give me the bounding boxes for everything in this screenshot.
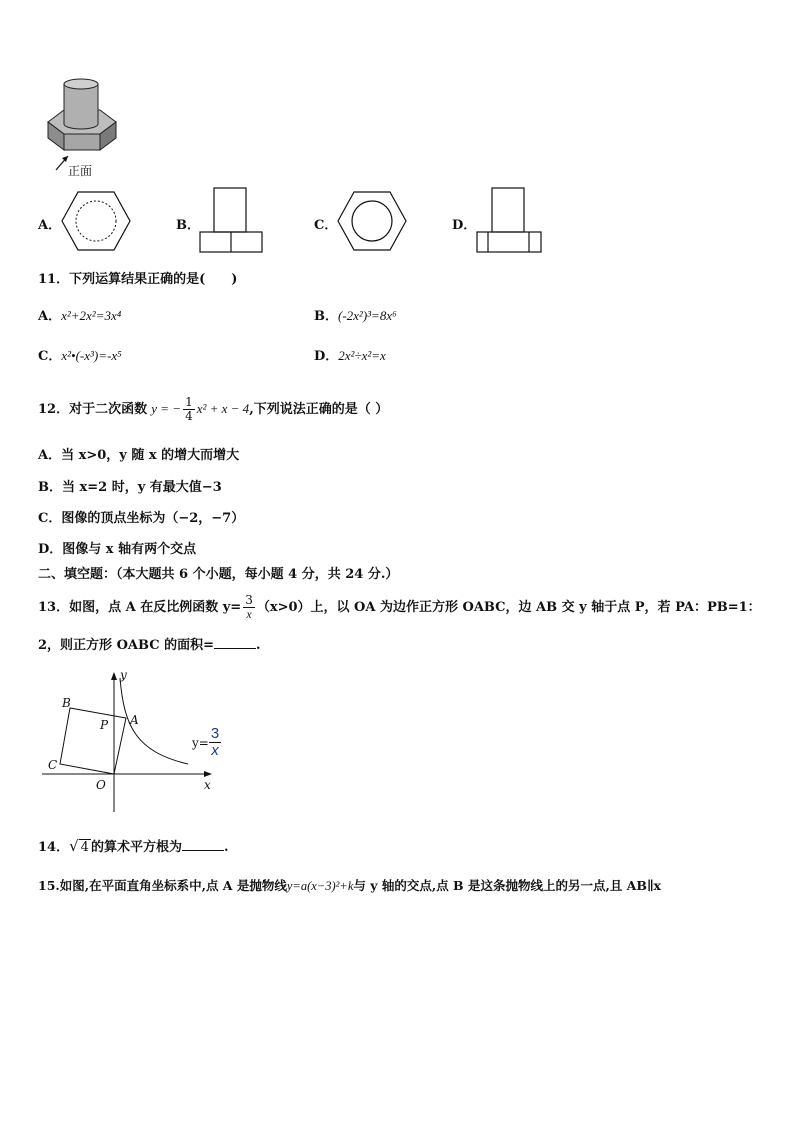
q12-suffix: ,下列说法正确的是（ ） [249, 402, 389, 417]
q13-label-a: A [130, 713, 139, 727]
q11-option-d [314, 348, 386, 365]
q13-line1-suffix: （x>0）上，以 OA 为边作正方形 OABC，边 AB 交 y 轴于点 P，若 PA：PB=1： [256, 600, 761, 615]
q11-option-c-text: x²•(-x³)=-x⁵ [61, 348, 122, 363]
q14-answer-blank [182, 838, 224, 851]
q10-option-a-label: A． [38, 218, 62, 233]
q12-option-b: B．当 x=2 时，y 有最大值−3 [38, 480, 222, 495]
q11-option-d-label: D． [314, 349, 339, 364]
q12-fraction: $\frac{1}{4}$ [185, 395, 193, 423]
q13-function-label: y= $\frac{3}{x}$ [192, 725, 220, 759]
q13-label-x: x [204, 778, 211, 792]
q10-option-d-label: D． [452, 218, 477, 233]
q13-fraction: $\frac{3}{x}$ [245, 593, 253, 621]
q12-option-a: A．当 x>0，y 随 x 的增大而增大 [38, 448, 240, 463]
q14-prefix: 14． [38, 840, 70, 855]
q15-prefix: 15.如图,在平面直角坐标系中,点 A 是抛物线 [38, 878, 287, 893]
q15-formula: y=a(x−3)²+k [286, 879, 354, 893]
q13-label-b: B [62, 696, 71, 710]
q11-option-b [314, 308, 397, 325]
q10-option-c-figure [334, 186, 410, 260]
q10-option-d-figure [474, 186, 544, 258]
q13-figure [40, 666, 240, 816]
q11-option-d-text: 2x²÷x²=x [338, 348, 386, 363]
q13-line1-prefix: 13．如图，点 A 在反比例函数 y= [38, 600, 242, 615]
front-view-label: 正面 [68, 164, 93, 178]
q12-stem [38, 392, 388, 426]
q13-label-y: y [120, 668, 127, 682]
q12-prefix: 12．对于二次函数 [38, 402, 148, 417]
q14-sqrt: √ 4 [69, 837, 89, 855]
q10-option-c-label: C． [314, 218, 338, 233]
q13-label-c: C [48, 758, 58, 772]
q12-option-c: C．图像的顶点坐标为（−2，−7） [38, 511, 245, 526]
q13-answer-blank [214, 636, 256, 649]
q13-line2-text: 2，则正方形 OABC 的面积= [38, 638, 214, 653]
q11-option-c-label: C． [38, 349, 62, 364]
q13-line1 [38, 590, 761, 626]
q11-stem: 11．下列运算结果正确的是( ) [38, 272, 238, 287]
q10-option-b-figure [198, 186, 266, 258]
q10-option-b-label: B． [176, 218, 200, 233]
q14-suffix: 的算术平方根为 [90, 840, 182, 855]
q15 [38, 878, 661, 894]
q12-formula-right: x² + x − 4 [196, 401, 250, 416]
q12-formula-left: y = − [151, 401, 182, 416]
q14: 14．√ 4 的算术平方根为 . [38, 837, 229, 855]
q11-option-a-text: x²+2x²=3x⁴ [61, 308, 122, 323]
q13-line2: 2，则正方形 OABC 的面积= . [38, 638, 261, 653]
q11-option-c [38, 348, 122, 365]
q11-option-a [38, 308, 121, 325]
q15-suffix: 与 y 轴的交点,点 B 是这条抛物线上的另一点,且 AB∥x [353, 878, 662, 893]
q11-option-b-text: (-2x²)³=8x⁶ [338, 308, 397, 323]
q11-option-b-label: B． [314, 309, 338, 324]
q12-option-d: D．图像与 x 轴有两个交点 [38, 542, 197, 557]
q13-label-p: P [100, 718, 109, 732]
q11-option-a-label: A． [38, 309, 62, 324]
q13-label-o: O [96, 778, 106, 792]
section-fill-in-heading: 二、填空题：（本大题共 6 个小题，每小题 4 分，共 24 分.） [38, 567, 399, 582]
q10-option-a-figure [58, 186, 134, 260]
